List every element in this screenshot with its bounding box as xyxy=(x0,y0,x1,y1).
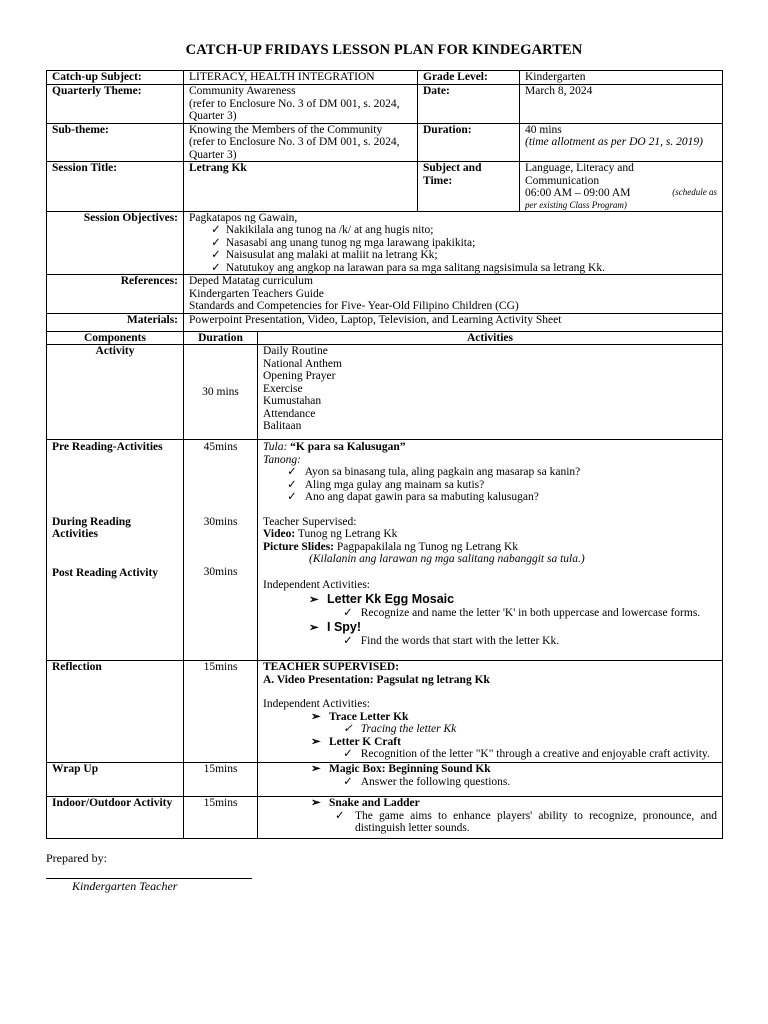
post-activity-title: I Spy! xyxy=(327,620,362,634)
duration-activity: 30 mins xyxy=(184,345,258,440)
materials-value: Powerpoint Presentation, Video, Laptop, Television, and Learning Activity Sheet xyxy=(184,313,723,331)
post-activity-desc xyxy=(263,607,717,620)
time-range-text: 06:00 AM – 09:00 AM xyxy=(525,187,631,199)
indoor-activity-title: Snake and Ladder xyxy=(329,797,420,809)
signature-role: Kindergarten Teacher xyxy=(72,879,178,893)
component-during-reading-1: During Reading xyxy=(52,515,131,528)
subject-line-2: Communication xyxy=(525,174,600,187)
references-label: References: xyxy=(47,275,184,314)
quarterly-theme-label: Quarterly Theme: xyxy=(47,85,184,124)
objectives-intro: Pagkatapos ng Gawain, xyxy=(189,211,298,224)
check-icon: ✓ xyxy=(211,236,221,249)
quarterly-theme-quarter: Quarter 3) xyxy=(189,110,237,122)
duration-wrap-up: 15mins xyxy=(184,763,258,797)
column-header-components: Components xyxy=(47,331,184,345)
subject-line-1: Language, Literacy and xyxy=(525,162,634,174)
subtheme-label: Sub-theme: xyxy=(47,123,184,162)
wrap-up-activity-title: Magic Box: Beginning Sound Kk xyxy=(329,763,491,775)
wrap-up-desc-text: Answer the following questions. xyxy=(360,775,511,788)
reflection-activity-desc-text: Tracing the letter Kk xyxy=(360,723,457,735)
objectives-value xyxy=(184,211,723,275)
duration-post-reading: 30mins xyxy=(203,566,238,578)
subject-time-label-1: Subject and xyxy=(423,162,482,174)
duration-value xyxy=(520,123,723,162)
catchup-subject-value: LITERACY, HEALTH INTEGRATION xyxy=(184,71,418,85)
arrow-bullet-icon: ➢ xyxy=(311,763,321,775)
check-icon: ✓ xyxy=(343,748,353,760)
wrap-up-desc xyxy=(263,776,717,789)
check-icon: ✓ xyxy=(211,249,221,261)
slides-line xyxy=(263,541,717,554)
quarterly-theme-ref: (refer to Enclosure No. 3 of DM 001, s. 2024, xyxy=(189,97,400,110)
activities-wrap-up xyxy=(258,763,723,797)
objective-text: Naisusulat ang malaki at maliit na letrang Kk; xyxy=(225,249,438,261)
objective-item xyxy=(189,262,717,275)
video-value: Tunog ng Letrang Kk xyxy=(297,528,398,540)
reflection-activity-title: Letter K Craft xyxy=(329,735,401,748)
question-item xyxy=(263,479,717,492)
component-post-reading: Post Reading Activity xyxy=(52,566,159,579)
routine-item: Kumustahan xyxy=(263,395,322,407)
references-value xyxy=(184,275,723,314)
duration-during-reading: 30mins xyxy=(203,515,238,528)
post-activity-desc xyxy=(263,635,717,648)
arrow-bullet-icon: ➢ xyxy=(309,594,319,606)
arrow-bullet-icon: ➢ xyxy=(309,622,319,634)
reflection-activity-desc-text: Recognition of the letter "K" through a creative and enjoyable craft activity. xyxy=(360,748,710,760)
tula-label: Tula: xyxy=(263,441,288,453)
post-activity-item xyxy=(263,621,717,635)
component-wrap-up: Wrap Up xyxy=(47,763,184,797)
objectives-label: Session Objectives: xyxy=(47,211,184,275)
routine-item: Attendance xyxy=(263,407,316,420)
routine-item: Exercise xyxy=(263,382,303,395)
activities-activity xyxy=(258,345,723,440)
reflection-supervised: TEACHER SUPERVISED: xyxy=(263,661,400,673)
reflection-activity-item xyxy=(263,736,717,749)
component-indoor-outdoor: Indoor/Outdoor Activity xyxy=(47,797,184,839)
routine-item: Daily Routine xyxy=(263,345,328,357)
activities-indoor-outdoor xyxy=(258,797,723,839)
objective-text: Nasasabi ang unang tunog ng mga larawang ipakikita; xyxy=(225,236,476,249)
subject-time-value xyxy=(520,162,723,212)
post-activity-title: Letter Kk Egg Mosaic xyxy=(327,592,455,606)
duration-reading xyxy=(184,440,258,661)
question-item xyxy=(263,491,717,504)
materials-label: Materials: xyxy=(47,313,184,331)
independent-activities: Independent Activities: xyxy=(263,578,370,591)
subject-time-label xyxy=(418,162,520,212)
routine-item: National Anthem xyxy=(263,357,342,370)
indoor-activity xyxy=(263,797,717,810)
post-activity-desc-text: Find the words that start with the letter Kk. xyxy=(360,634,560,647)
date-label: Date: xyxy=(418,85,520,124)
check-icon: ✓ xyxy=(343,775,353,788)
question-text: Ayon sa binasang tula, aling pagkain ang masarap sa kanin? xyxy=(304,466,581,478)
reflection-independent: Independent Activities: xyxy=(263,698,370,710)
quarterly-theme-line: Community Awareness xyxy=(189,85,296,97)
check-icon: ✓ xyxy=(343,634,353,647)
check-icon: ✓ xyxy=(211,261,221,274)
reflection-activity-item xyxy=(263,711,717,724)
duration-note: (time allotment as per DO 21, s. 2019) xyxy=(525,136,703,148)
duration-mins: 40 mins xyxy=(525,123,562,136)
schedule-note-2: per existing Class Program) xyxy=(525,199,627,210)
check-icon: ✓ xyxy=(287,478,297,491)
component-activity: Activity xyxy=(47,345,184,440)
arrow-bullet-icon: ➢ xyxy=(311,797,321,809)
subtheme-quarter: Quarter 3) xyxy=(189,148,237,161)
indoor-desc-text: The game aims to enhance players' ability to recognize, pronounce, and distinguish letter sounds. xyxy=(355,809,717,834)
grade-level-label: Grade Level: xyxy=(418,71,520,85)
video-label: Video: xyxy=(263,528,296,540)
routine-item: Balitaan xyxy=(263,420,302,432)
objective-text: Nakikilala ang tunog na /k/ at ang hugis nito; xyxy=(225,224,434,236)
tanong-label: Tanong: xyxy=(263,453,301,466)
column-header-activities: Activities xyxy=(258,331,723,345)
grade-level-value: Kindergarten xyxy=(520,71,723,85)
slides-value: Pagpapakilala ng Tunog ng Letrang Kk xyxy=(336,540,519,553)
objective-item xyxy=(189,224,717,237)
video-line xyxy=(263,528,717,541)
reference-item: Deped Matatag curriculum xyxy=(189,275,313,287)
component-pre-reading: Pre Reading-Activities xyxy=(52,441,163,453)
reference-item: Standards and Competencies for Five- Year-Old Filipino Children (CG) xyxy=(189,300,519,312)
reflection-video: A. Video Presentation: Pagsulat ng letrang Kk xyxy=(263,673,490,686)
prepared-by-label: Prepared by: xyxy=(46,851,107,865)
quarterly-theme-value xyxy=(184,85,418,124)
subtheme-ref: (refer to Enclosure No. 3 of DM 001, s. 2024, xyxy=(189,136,400,148)
teacher-supervised: Teacher Supervised: xyxy=(263,515,357,528)
subtheme-value xyxy=(184,123,418,162)
component-reading xyxy=(47,440,184,661)
date-value: March 8, 2024 xyxy=(520,85,723,124)
check-icon: ✓ xyxy=(343,606,353,619)
session-title-value: Letrang Kk xyxy=(184,162,418,212)
tula-line xyxy=(263,441,717,454)
activities-reading xyxy=(258,440,723,661)
column-header-duration: Duration xyxy=(184,331,258,345)
check-icon: ✓ xyxy=(335,809,345,822)
slides-label: Picture Slides: xyxy=(263,540,335,553)
reflection-activity-title: Trace Letter Kk xyxy=(329,710,409,723)
objective-text: Natutukoy ang angkop na larawan para sa mga salitang nagsisimula sa letrang Kk. xyxy=(225,261,605,274)
component-during-reading-2: Activities xyxy=(52,528,98,540)
question-text: Ano ang dapat gawin para sa mabuting kalusugan? xyxy=(304,491,539,503)
subject-time-label-2: Time: xyxy=(423,174,453,187)
objective-item xyxy=(189,249,717,262)
page-title: CATCH-UP FRIDAYS LESSON PLAN FOR KINDEGARTEN xyxy=(185,42,583,58)
check-icon: ✓ xyxy=(211,224,221,236)
duration-indoor-outdoor: 15mins xyxy=(184,797,258,839)
time-range xyxy=(525,187,717,200)
arrow-bullet-icon: ➢ xyxy=(311,710,321,723)
check-icon: ✓ xyxy=(287,466,297,478)
reference-item: Kindergarten Teachers Guide xyxy=(189,287,324,300)
post-activity-desc-text: Recognize and name the letter 'K' in both uppercase and lowercase forms. xyxy=(360,606,701,619)
question-text: Aling mga gulay ang mainam sa kutis? xyxy=(304,478,485,491)
activities-reflection xyxy=(258,661,723,763)
duration-pre-reading: 45mins xyxy=(203,441,238,453)
session-title-label: Session Title: xyxy=(47,162,184,212)
schedule-note-1: (schedule as xyxy=(672,187,717,197)
slides-note: (Kilalanin ang larawan ng mga salitang nabanggit sa tula.) xyxy=(309,553,585,565)
duration-reflection: 15mins xyxy=(184,661,258,763)
check-icon: ✓ xyxy=(287,491,297,503)
arrow-bullet-icon: ➢ xyxy=(311,735,321,748)
reflection-activity-desc xyxy=(263,723,717,736)
component-reflection: Reflection xyxy=(47,661,184,763)
lesson-plan-table xyxy=(46,70,723,839)
question-item xyxy=(263,466,717,479)
tula-title: “K para sa Kalusugan” xyxy=(290,441,406,453)
post-activity-item xyxy=(263,593,717,607)
wrap-up-activity xyxy=(263,763,717,776)
objective-item xyxy=(189,237,717,250)
routine-item: Opening Prayer xyxy=(263,370,336,382)
reflection-activity-desc xyxy=(263,748,717,761)
duration-label: Duration: xyxy=(418,123,520,162)
check-icon: ✓ xyxy=(343,723,353,735)
indoor-desc xyxy=(263,810,717,835)
catchup-subject-label: Catch-up Subject: xyxy=(47,71,184,85)
subtheme-line: Knowing the Members of the Community xyxy=(189,123,383,136)
